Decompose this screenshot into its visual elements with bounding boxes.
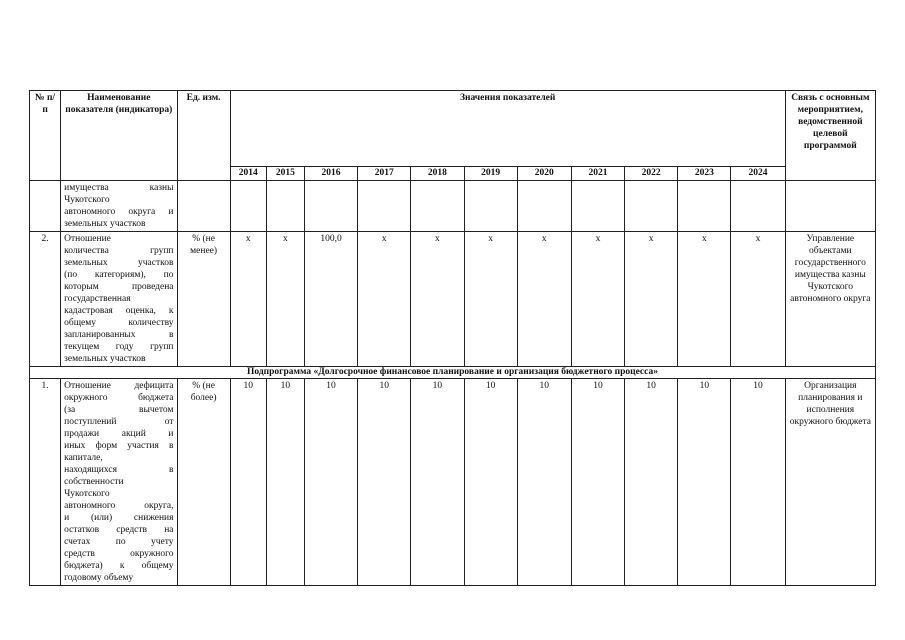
year-header-2023: 2023 — [678, 167, 731, 181]
value-2015 — [266, 181, 304, 232]
year-header-2019: 2019 — [464, 167, 517, 181]
unit-cell: % (не менее) — [177, 232, 230, 367]
indicator-name-line: которым проведена — [64, 282, 174, 292]
indicators-table — [29, 90, 876, 586]
col-header-values: Значения показателей — [230, 91, 785, 167]
value-2023: х — [678, 232, 731, 367]
value-2022 — [625, 181, 678, 232]
value-2020 — [517, 181, 571, 232]
indicator-name — [61, 181, 177, 232]
row-num: 2. — [30, 232, 61, 367]
indicator-name-line: бюджета) к общему — [64, 561, 174, 571]
value-2021 — [571, 181, 624, 232]
value-2024 — [731, 181, 785, 232]
indicator-name-line: Отношение — [64, 234, 111, 244]
value-2014: х — [230, 232, 266, 367]
indicator-name-line: земельных участков — [64, 258, 174, 268]
year-header-2021: 2021 — [571, 167, 624, 181]
link-cell: Управление объектами государственного имущества казны Чукотского автономного округа — [785, 232, 875, 367]
indicator-name-line: (по категориям), по — [64, 270, 174, 280]
link-cell: Организация планирования и исполнения окружного бюджета — [785, 379, 875, 586]
row-num: 1. — [30, 379, 61, 586]
indicator-name-line: собственности — [64, 477, 124, 487]
subprogram-title: Подпрограмма «Долгосрочное финансовое планирование и организация бюджетного процесса» — [30, 367, 876, 379]
indicator-name-line: капитале, — [64, 453, 103, 463]
value-2019: х — [464, 232, 517, 367]
value-2014 — [230, 181, 266, 232]
value-2022: 10 — [625, 379, 678, 586]
indicator-name-line: Чукотского — [64, 489, 110, 499]
value-2019 — [464, 181, 517, 232]
indicator-name-line: государственная — [64, 294, 131, 304]
indicator-name-line: Отношение дефицита — [64, 381, 174, 391]
year-header-2017: 2017 — [358, 167, 411, 181]
col-header-link: Связь с основным мероприятием, ведомственной целевой программой — [785, 91, 875, 181]
indicator-name-line: иных форм участия в — [64, 441, 174, 451]
indicator-name-line: текущем году групп — [64, 342, 174, 352]
value-2020: х — [517, 232, 571, 367]
indicator-name-line: остатков средств на — [64, 525, 174, 535]
value-2021: 10 — [571, 379, 624, 586]
indicator-name-line: и (или) снижения — [64, 513, 174, 523]
year-header-2018: 2018 — [411, 167, 464, 181]
col-header-num: № п/п — [30, 91, 61, 181]
value-2016: 10 — [304, 379, 357, 586]
indicator-name-line: продажи акций и — [64, 429, 174, 439]
table-row — [30, 232, 876, 367]
year-header-2014: 2014 — [230, 167, 266, 181]
indicator-name-line: окружного бюджета — [64, 393, 174, 403]
indicator-name-line: годовому объему — [64, 573, 134, 583]
indicator-name-line: счетах по учету — [64, 537, 174, 547]
value-2024: 10 — [731, 379, 785, 586]
row-num — [30, 181, 61, 232]
indicator-name-line: земельных участков — [64, 354, 146, 364]
indicator-name-line: земельных участков — [64, 219, 146, 229]
year-header-2020: 2020 — [517, 167, 571, 181]
value-2017 — [358, 181, 411, 232]
value-2018 — [411, 181, 464, 232]
year-header-2022: 2022 — [625, 167, 678, 181]
table-row — [30, 379, 876, 586]
indicator-name — [61, 232, 177, 367]
value-2017: 10 — [358, 379, 411, 586]
indicator-name-line: количества групп — [64, 246, 174, 256]
value-2020: 10 — [517, 379, 571, 586]
year-header-2024: 2024 — [731, 167, 785, 181]
value-2018: х — [411, 232, 464, 367]
col-header-name: Наименование показателя (индикатора) — [61, 91, 177, 181]
value-2015: х — [266, 232, 304, 367]
indicator-name-line: кадастровая оценка, к — [64, 306, 174, 316]
unit-cell — [177, 181, 230, 232]
unit-cell: % (не более) — [177, 379, 230, 586]
value-2016: 100,0 — [304, 232, 357, 367]
table-body — [30, 181, 876, 586]
year-header-2016: 2016 — [304, 167, 357, 181]
value-2018: 10 — [411, 379, 464, 586]
indicator-name-line: находящихся в — [64, 465, 174, 475]
table-row — [30, 181, 876, 232]
value-2014: 10 — [230, 379, 266, 586]
value-2022: х — [625, 232, 678, 367]
subprogram-row — [30, 367, 876, 379]
indicator-name — [61, 379, 177, 586]
indicator-name-line: запланированных в — [64, 330, 174, 340]
value-2016 — [304, 181, 357, 232]
value-2023: 10 — [678, 379, 731, 586]
indicator-name-line: Чукотского — [64, 195, 110, 205]
year-header-2015: 2015 — [266, 167, 304, 181]
value-2023 — [678, 181, 731, 232]
indicator-name-line: имущества казны — [64, 183, 174, 193]
col-header-unit: Ед. изм. — [177, 91, 230, 181]
indicator-name-line: поступлений от — [64, 417, 174, 427]
value-2015: 10 — [266, 379, 304, 586]
indicator-name-line: автономного округа, — [64, 501, 174, 511]
value-2017: х — [358, 232, 411, 367]
value-2021: х — [571, 232, 624, 367]
indicator-name-line: общему количеству — [64, 318, 174, 328]
indicator-name-line: автономного округа и — [64, 207, 174, 217]
value-2024: х — [731, 232, 785, 367]
indicator-name-line: (за вычетом — [64, 405, 174, 415]
value-2019: 10 — [464, 379, 517, 586]
link-cell — [785, 181, 875, 232]
indicator-name-line: средств окружного — [64, 549, 174, 559]
